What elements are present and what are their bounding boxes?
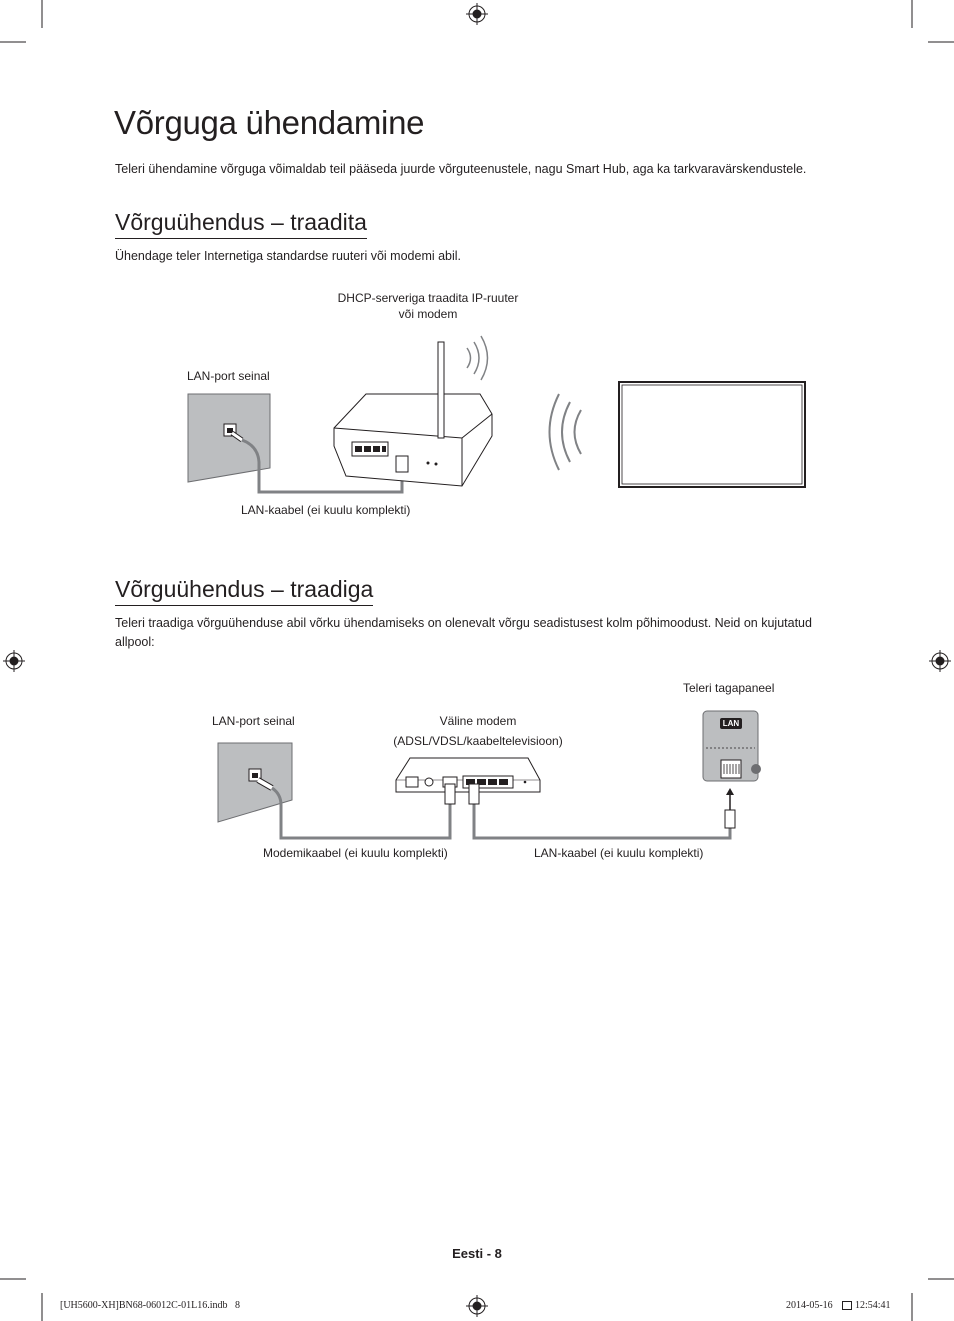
tv-panel-label: Teleri tagapaneel (683, 681, 775, 695)
modem-label (368, 711, 588, 751)
imprint-date: 2014-05-16 (786, 1300, 833, 1311)
external-modem (396, 758, 540, 792)
imprint-time: 12:54:41 (855, 1300, 891, 1311)
page-title: Võrguga ühendamine (114, 104, 425, 141)
intro-text: Teleri ühendamine võrguga võimaldab teil pääseda juurde võrguteenustele, nagu Smart Hub, aga ka tarkvaravärskendustele. (115, 162, 807, 176)
wired-heading: Võrguühendus – traadiga (115, 574, 373, 606)
modem-cable (272, 788, 450, 838)
page-number: Eesti - 8 (452, 1246, 502, 1261)
lan-cable (474, 800, 730, 838)
router-label-line1: DHCP-serveriga traadita IP-ruuter (337, 291, 519, 305)
calendar-icon (842, 1301, 852, 1310)
wireless-cable-label: LAN-kaabel (ei kuulu komplekti) (241, 503, 411, 517)
wired-lan-cable-label: LAN-kaabel (ei kuulu komplekti) (534, 846, 704, 860)
modem-label-line1: Väline modem (439, 714, 517, 728)
modem-cable-label: Modemikaabel (ei kuulu komplekti) (263, 846, 448, 860)
wired-text: Teleri traadiga võrguühenduse abil võrku ühendamiseks on olenevalt võrgu seadistusest kolm põhimoodust. Neid on kujutatud allpool: (115, 616, 812, 649)
wireless-text: Ühendage teler Internetiga standardse ruuteri või modemi abil. (115, 249, 462, 263)
lan-badge: LAN (722, 719, 740, 728)
modem-label-line2: (ADSL/VDSL/kaabeltelevisioon) (393, 734, 563, 748)
router-label (318, 290, 538, 322)
imprint-file: [UH5600-XH]BN68-06012C-01L16.indb 8 (60, 1300, 240, 1311)
wired-wall-port-label: LAN-port seinal (212, 714, 295, 728)
wireless-heading: Võrguühendus – traadita (115, 207, 367, 239)
wireless-wall-port-label: LAN-port seinal (187, 369, 270, 383)
router-label-line2: või modem (398, 307, 458, 321)
